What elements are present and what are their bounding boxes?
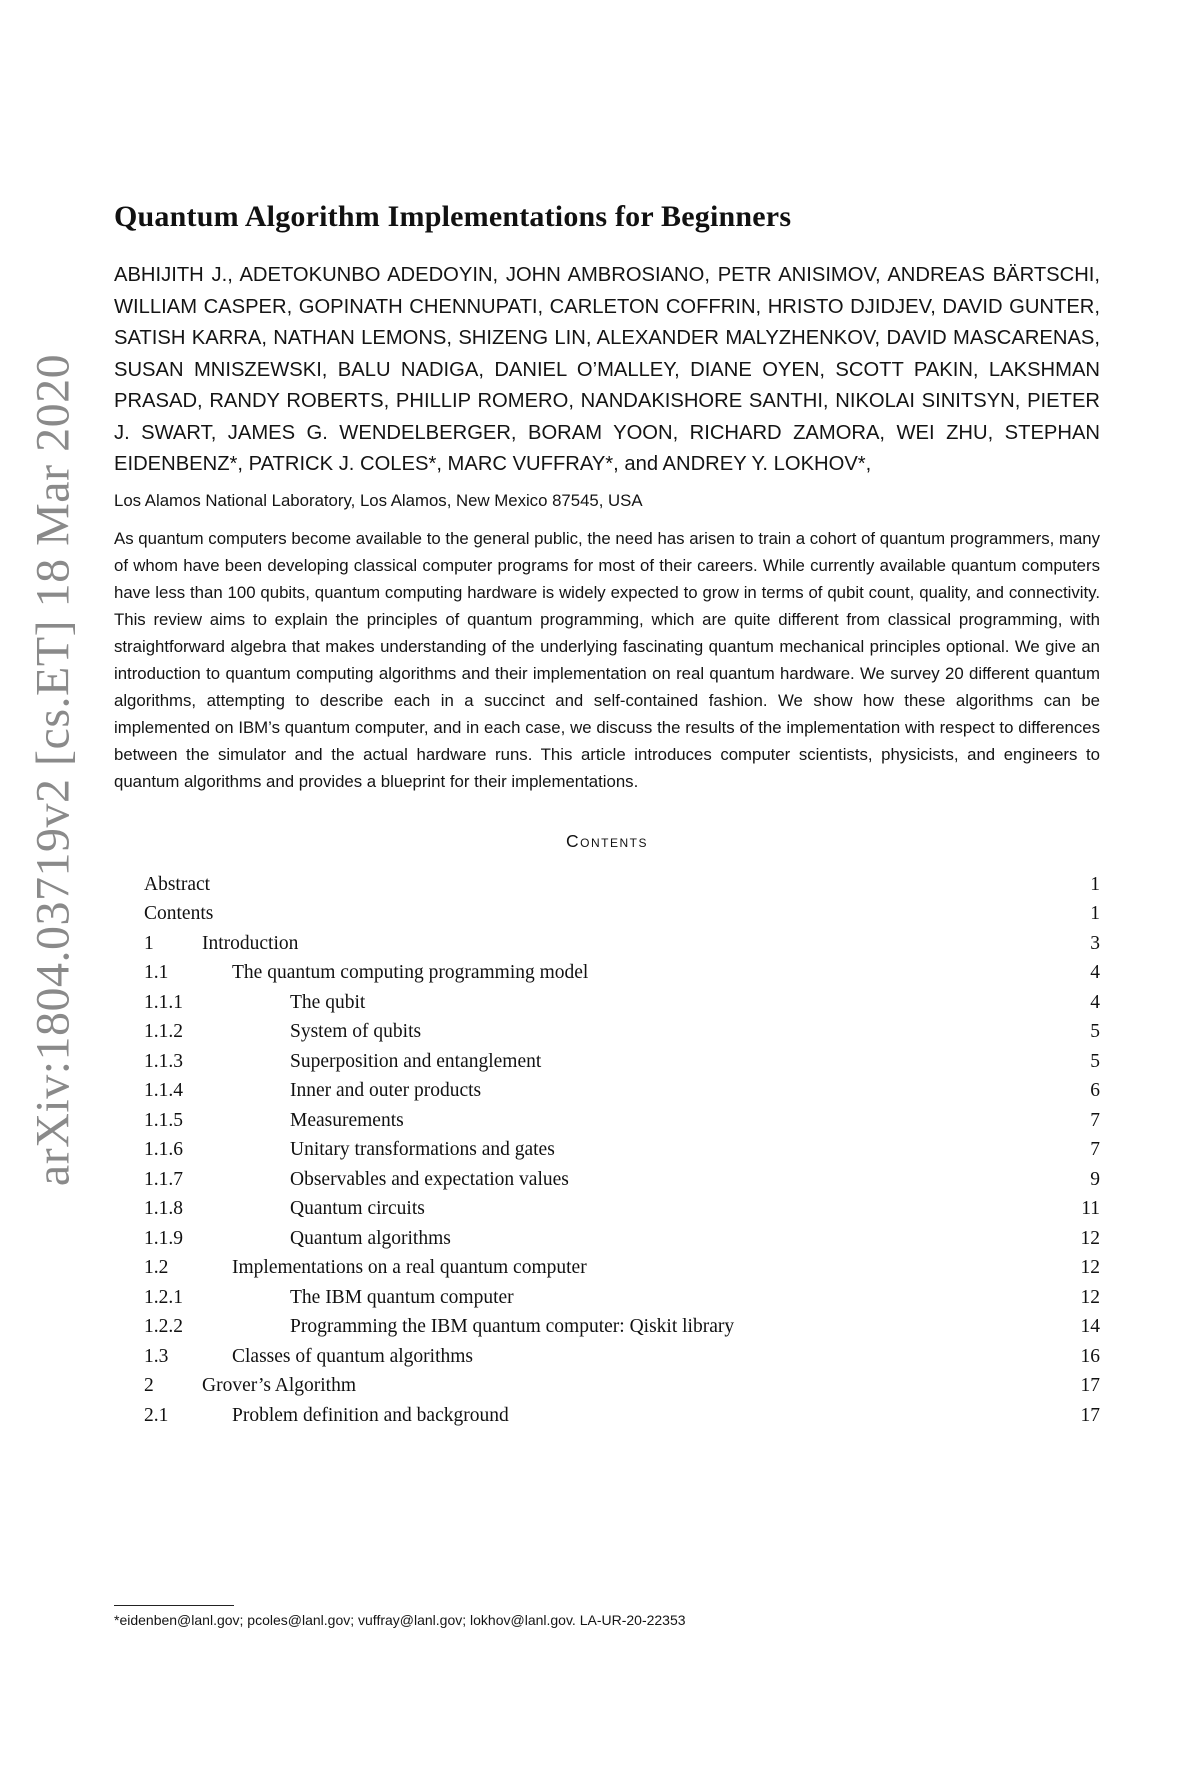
toc-entry-page: 16 [1080, 1345, 1100, 1367]
toc-entry-page: 17 [1080, 1375, 1100, 1396]
toc-entry-number: 1.1.2 [144, 1021, 183, 1042]
toc-entry-title: The IBM quantum computer [290, 1286, 514, 1308]
toc-entry-number: 2.1 [144, 1404, 169, 1426]
toc-entry-number: 1.1.4 [144, 1080, 183, 1101]
toc-entry-page: 7 [1090, 1109, 1100, 1131]
arxiv-sidebar [18, 320, 88, 1220]
toc-entry[interactable] [144, 1401, 1100, 1431]
toc-entry-page: 14 [1080, 1316, 1100, 1337]
toc-entry-title: Introduction [202, 932, 299, 954]
toc-entry-title: Quantum circuits [290, 1198, 425, 1219]
toc-entry-number: 1.1.3 [144, 1050, 183, 1072]
toc-heading: Contents [566, 830, 648, 851]
toc-entry-page: 12 [1080, 1227, 1100, 1249]
toc-entry-page: 6 [1090, 1080, 1100, 1101]
toc-entry-title: The quantum computing programming model [232, 962, 589, 983]
toc-entry[interactable] [144, 1371, 1100, 1401]
toc-entry-page: 1 [1090, 873, 1100, 895]
toc-entry-title: Observables and expectation values [290, 1168, 569, 1190]
toc-entry-number: 1.3 [144, 1345, 169, 1367]
toc-entry[interactable] [144, 1342, 1100, 1372]
affiliation: Los Alamos National Laboratory, Los Alamos, New Mexico 87545, USA [114, 490, 643, 510]
toc-entry[interactable] [144, 1194, 1100, 1224]
toc-entry-number: 1.2 [144, 1257, 169, 1278]
abstract: As quantum computers become available to the general public, the need has arisen to train a cohort of quantum programmers, many of whom have been developing classical computer programs for most of their careers. While currently available quantum computers have less than 100 qubits, quantum computing hardware is widely expected to grow in terms of qubit count, quality, and connectivity. This review aims to explain the principles of quantum programming, which are quite different from classical programming, with straightforward algebra that makes understanding of the underlying fascinating quantum mechanical principles optional. We give an introduction to quantum computing algorithms and their implementation on real quantum hardware. We survey 20 different quantum algorithms, attempting to describe each in a succinct and self-contained fashion. We show how these algorithms can be implemented on IBM’s quantum computer, and in each case, we discuss the results of the implementation with respect to differences between the simulator and the actual hardware runs. This article introduces computer scientists, physicists, and engineers to quantum algorithms and provides a blueprint for their implementations. [114, 528, 1100, 791]
toc-entry-number: 1.1 [144, 962, 169, 983]
toc-entry-title: Classes of quantum algorithms [232, 1345, 474, 1367]
toc-entry-number: 1.1.8 [144, 1198, 183, 1219]
toc-entry-title: Inner and outer products [290, 1080, 482, 1101]
toc-entry[interactable] [144, 1312, 1100, 1342]
table-of-contents [144, 870, 1100, 1431]
toc-entry[interactable] [144, 1253, 1100, 1283]
toc-entry-title: System of qubits [290, 1021, 422, 1042]
toc-entry-page: 9 [1090, 1168, 1100, 1190]
toc-entry[interactable] [144, 870, 1100, 900]
toc-entry[interactable] [144, 1135, 1100, 1165]
toc-entry-number: 1.1.7 [144, 1168, 183, 1190]
toc-entry-title: Programming the IBM quantum computer: Qiskit library [290, 1316, 735, 1337]
toc-entry-title: Unitary transformations and gates [290, 1139, 555, 1160]
toc-entry[interactable] [144, 1106, 1100, 1136]
toc-entry-number: 1.1.5 [144, 1109, 183, 1131]
toc-entry-title: Grover’s Algorithm [202, 1375, 357, 1396]
toc-entry-page: 5 [1090, 1050, 1100, 1072]
toc-entry[interactable] [144, 1047, 1100, 1077]
toc-entry-title: Contents [144, 903, 214, 924]
toc-entry-page: 4 [1090, 962, 1100, 983]
toc-entry-title: Abstract [144, 873, 211, 895]
toc-entry[interactable] [144, 988, 1100, 1018]
toc-entry-title: Superposition and entanglement [290, 1050, 542, 1072]
toc-entry-page: 1 [1090, 903, 1100, 924]
footnote: *eidenben@lanl.gov; pcoles@lanl.gov; vuffray@lanl.gov; lokhov@lanl.gov. LA-UR-20-22353 [114, 1612, 686, 1628]
toc-entry[interactable] [144, 1076, 1100, 1106]
toc-entry-number: 2 [144, 1375, 154, 1396]
toc-entry-page: 17 [1080, 1404, 1100, 1426]
toc-entry[interactable] [144, 958, 1100, 988]
toc-entry-page: 11 [1081, 1198, 1100, 1219]
toc-entry-number: 1.1.6 [144, 1139, 183, 1160]
paper-title: Quantum Algorithm Implementations for Beginners [114, 200, 792, 233]
toc-entry-page: 12 [1080, 1286, 1100, 1308]
toc-entry[interactable] [144, 1283, 1100, 1313]
toc-entry-page: 4 [1090, 991, 1100, 1013]
toc-entry-title: The qubit [290, 991, 366, 1013]
toc-entry-title: Quantum algorithms [290, 1227, 451, 1249]
paper-body [114, 200, 1100, 1430]
toc-entry-page: 7 [1090, 1139, 1100, 1160]
toc-entry[interactable] [144, 1017, 1100, 1047]
toc-entry-number: 1 [144, 932, 154, 954]
toc-entry-title: Implementations on a real quantum computer [232, 1257, 587, 1278]
toc-entry-page: 12 [1080, 1257, 1100, 1278]
toc-entry[interactable] [144, 899, 1100, 929]
toc-entry-number: 1.2.1 [144, 1286, 183, 1308]
arxiv-identifier: arXiv:1804.03719v2 [cs.ET] 18 Mar 2020 [26, 353, 80, 1187]
author-list: ABHIJITH J., ADETOKUNBO ADEDOYIN, JOHN AMBROSIANO, PETR ANISIMOV, ANDREAS BÄRTSCHI, WILLIAM CASPER, GOPINATH CHENNUPATI, CARLETON COFFRIN, HRISTO DJIDJEV, DAVID GUNTER, SATISH KARRA, NATHAN LEMONS, SHIZENG LIN, ALEXANDER MALYZHENKOV, DAVID MASCARENAS, SUSAN MNISZEWSKI, BALU NADIGA, DANIEL O’MALLEY, DIANE OYEN, SCOTT PAKIN, LAKSHMAN PRASAD, RANDY ROBERTS, PHILLIP ROMERO, NANDAKISHORE SANTHI, NIKOLAI SINITSYN, PIETER J. SWART, JAMES G. WENDELBERGER, BORAM YOON, RICHARD ZAMORA, WEI ZHU, STEPHAN EIDENBENZ*, PATRICK J. COLES*, MARC VUFFRAY*, and ANDREY Y. LOKHOV*, [114, 264, 1100, 475]
toc-entry-number: 1.1.9 [144, 1227, 183, 1249]
toc-entry-number: 1.1.1 [144, 991, 183, 1013]
toc-entry-number: 1.2.2 [144, 1316, 183, 1337]
toc-entry[interactable] [144, 1165, 1100, 1195]
toc-entry[interactable] [144, 1224, 1100, 1254]
toc-entry-page: 3 [1090, 932, 1100, 954]
footnote-rule [114, 1605, 234, 1606]
toc-entry-title: Problem definition and background [232, 1404, 509, 1426]
toc-entry[interactable] [144, 929, 1100, 959]
toc-entry-title: Measurements [290, 1109, 404, 1131]
toc-entry-page: 5 [1090, 1021, 1100, 1042]
